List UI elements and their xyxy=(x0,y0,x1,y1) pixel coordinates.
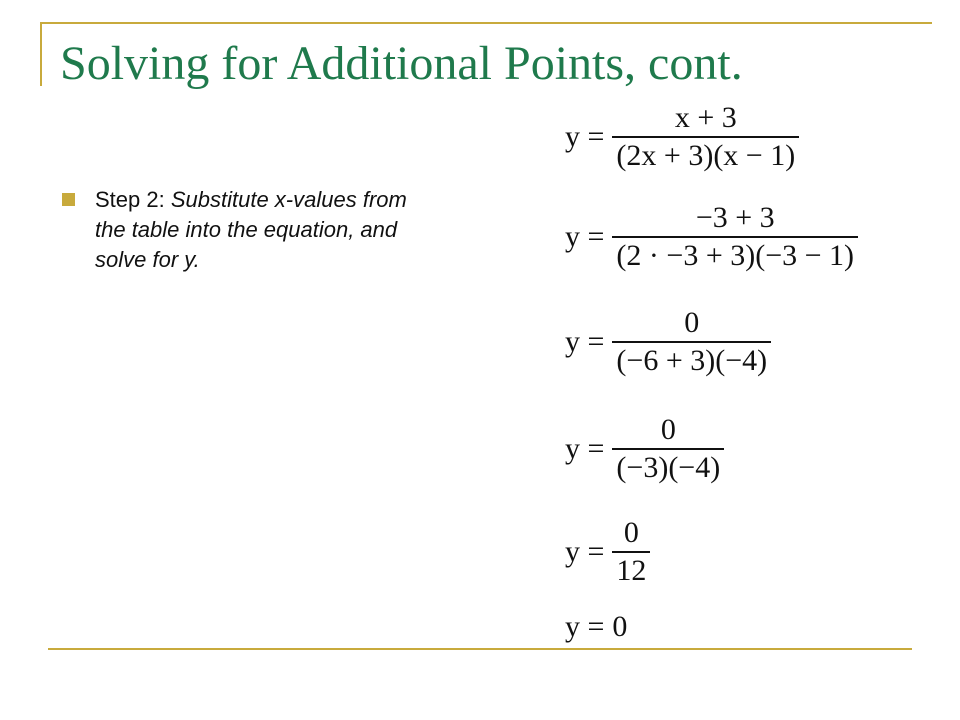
bullet-text xyxy=(95,185,432,275)
numerator: 0 xyxy=(684,306,700,339)
equation-1 xyxy=(565,100,799,174)
equation-final xyxy=(565,610,627,644)
numerator: x + 3 xyxy=(674,101,737,134)
numerator: 0 xyxy=(660,413,676,446)
equation-lhs: y = xyxy=(565,610,605,643)
fraction xyxy=(612,100,799,174)
bottom-rule xyxy=(48,648,912,650)
left-rule xyxy=(40,22,42,86)
equation-5 xyxy=(565,515,650,589)
equation-lhs: y = xyxy=(565,120,605,153)
equation-lhs: y = xyxy=(565,432,605,465)
denominator: 12 xyxy=(616,554,647,587)
fraction xyxy=(612,412,724,486)
slide-title: Solving for Additional Points, cont. xyxy=(60,37,743,90)
denominator: (−6 + 3)(−4) xyxy=(616,344,768,377)
equation-3 xyxy=(565,305,771,379)
numerator: −3 + 3 xyxy=(695,201,775,234)
denominator: (−3)(−4) xyxy=(616,451,721,484)
equation-lhs: y = xyxy=(565,535,605,568)
equation-lhs: y = xyxy=(565,325,605,358)
bullet-item xyxy=(62,185,432,275)
final-value: 0 xyxy=(612,610,628,643)
equation-lhs: y = xyxy=(565,220,605,253)
denominator: (2 · −3 + 3)(−3 − 1) xyxy=(616,239,855,272)
bullet-body: Substitute x-values from the table into the equation, and solve for y. xyxy=(95,187,407,272)
bullet-lead: Step 2: xyxy=(95,187,171,212)
bullet-square-icon xyxy=(62,193,75,206)
fraction xyxy=(612,200,858,274)
fraction xyxy=(612,515,650,589)
denominator: (2x + 3)(x − 1) xyxy=(616,139,796,172)
top-rule xyxy=(40,22,932,24)
numerator: 0 xyxy=(623,516,639,549)
fraction xyxy=(612,305,771,379)
equation-2 xyxy=(565,200,858,274)
equation-4 xyxy=(565,412,724,486)
